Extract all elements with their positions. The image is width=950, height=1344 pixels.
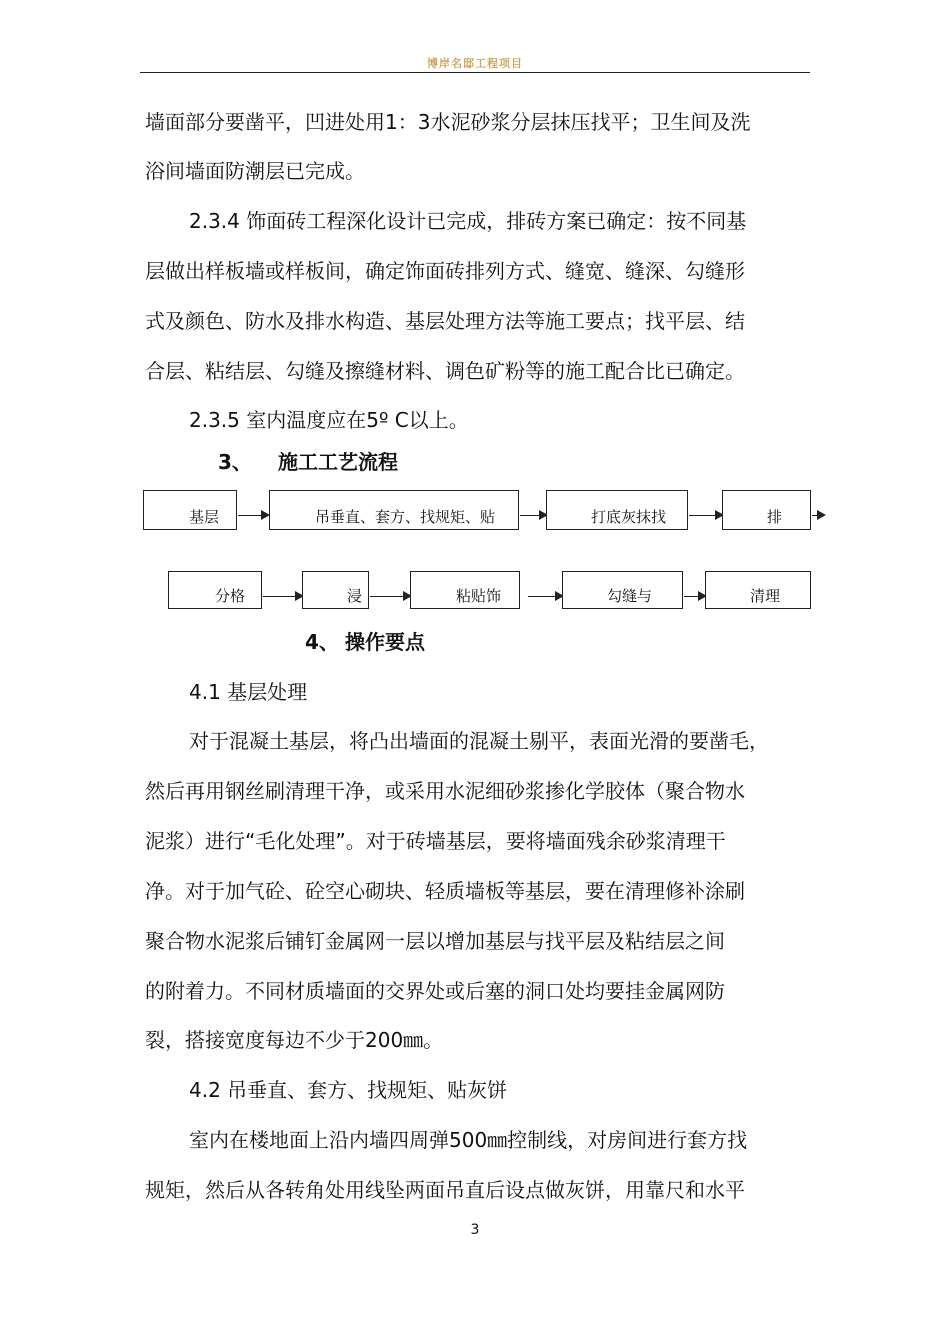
section-3-number: 3、 — [218, 450, 252, 474]
header-rule — [140, 72, 810, 73]
flow-arrow — [812, 515, 824, 516]
flow-box-base — [143, 490, 237, 530]
flow-label: 吊垂直、套方、找规矩、贴 — [315, 508, 496, 526]
text-line: 裂，搭接宽度每边不少于200㎜。 — [145, 1028, 444, 1052]
flow-arrow — [689, 515, 722, 516]
flow-arrow — [238, 515, 268, 516]
flow-arrow — [263, 596, 302, 597]
flow-box-arrange — [722, 490, 811, 530]
flow-label: 粘贴饰 — [456, 587, 502, 605]
page-header: 博岸名邸工程项目 — [427, 57, 523, 70]
flow-label: 勾缝与 — [607, 587, 653, 605]
flow-box-divide — [168, 571, 262, 609]
text-line: 对于混凝土基层，将凸出墙面的混凝土剔平，表面光滑的要凿毛， — [189, 729, 769, 753]
text-line: 聚合物水泥浆后铺钉金属网一层以增加基层与找平层及粘结层之间 — [145, 929, 725, 953]
page-number: 3 — [470, 1222, 480, 1238]
text-line: 2.3.4 饰面砖工程深化设计已完成，排砖方案已确定：按不同基 — [189, 209, 747, 233]
flow-label: 浸 — [347, 587, 363, 605]
flow-box-undercoat — [546, 490, 688, 530]
subheading-4-1: 4.1 基层处理 — [189, 680, 308, 704]
flow-label: 清理 — [750, 587, 781, 605]
text-line: 规矩，然后从各转角处用线坠两面吊直后设点做灰饼，用靠尺和水平 — [145, 1178, 745, 1202]
flow-label: 基层 — [189, 508, 220, 526]
subheading-4-2: 4.2 吊垂直、套方、找规矩、贴灰饼 — [189, 1078, 508, 1102]
flow-box-soak — [302, 571, 369, 609]
flow-label: 打底灰抹找 — [591, 508, 667, 526]
text-line: 合层、粘结层、勾缝及擦缝材料、调色矿粉等的施工配合比已确定。 — [145, 359, 745, 383]
section-4-title: 操作要点 — [345, 630, 425, 654]
flow-box-grout — [562, 571, 683, 609]
flow-label: 分格 — [215, 587, 246, 605]
flow-box-clean — [705, 571, 811, 609]
text-line: 室内在楼地面上沿内墙四周弹500㎜控制线，对房间进行套方找 — [189, 1128, 748, 1152]
text-line: 净。对于加气砼、砼空心砌块、轻质墙板等基层，要在清理修补涂刷 — [145, 879, 745, 903]
text-line: 2.3.5 室内温度应在5º C以上。 — [189, 408, 469, 432]
flow-label: 排 — [767, 508, 783, 526]
flow-box-plumb — [269, 490, 519, 530]
text-line: 泥浆）进行“毛化处理”。对于砖墙基层，要将墙面残余砂浆清理干 — [145, 829, 726, 853]
flow-box-tile — [410, 571, 520, 609]
flow-arrow — [370, 596, 410, 597]
text-line: 然后再用钢丝刷清理干净，或采用水泥细砂浆掺化学胶体（聚合物水 — [145, 779, 745, 803]
flow-arrow — [528, 596, 562, 597]
flow-arrow — [520, 515, 546, 516]
section-3-title: 施工工艺流程 — [278, 450, 398, 474]
section-4-number: 4、 — [305, 630, 339, 654]
flow-arrow — [684, 596, 705, 597]
text-line: 式及颜色、防水及排水构造、基层处理方法等施工要点；找平层、结 — [145, 309, 745, 333]
text-line: 墙面部分要凿平，凹进处用1：3水泥砂浆分层抹压找平；卫生间及洗 — [145, 110, 751, 134]
text-line: 层做出样板墙或样板间，确定饰面砖排列方式、缝宽、缝深、勾缝形 — [145, 259, 745, 283]
text-line: 浴间墙面防潮层已完成。 — [145, 159, 365, 183]
text-line: 的附着力。不同材质墙面的交界处或后塞的洞口处均要挂金属网防 — [145, 979, 725, 1003]
